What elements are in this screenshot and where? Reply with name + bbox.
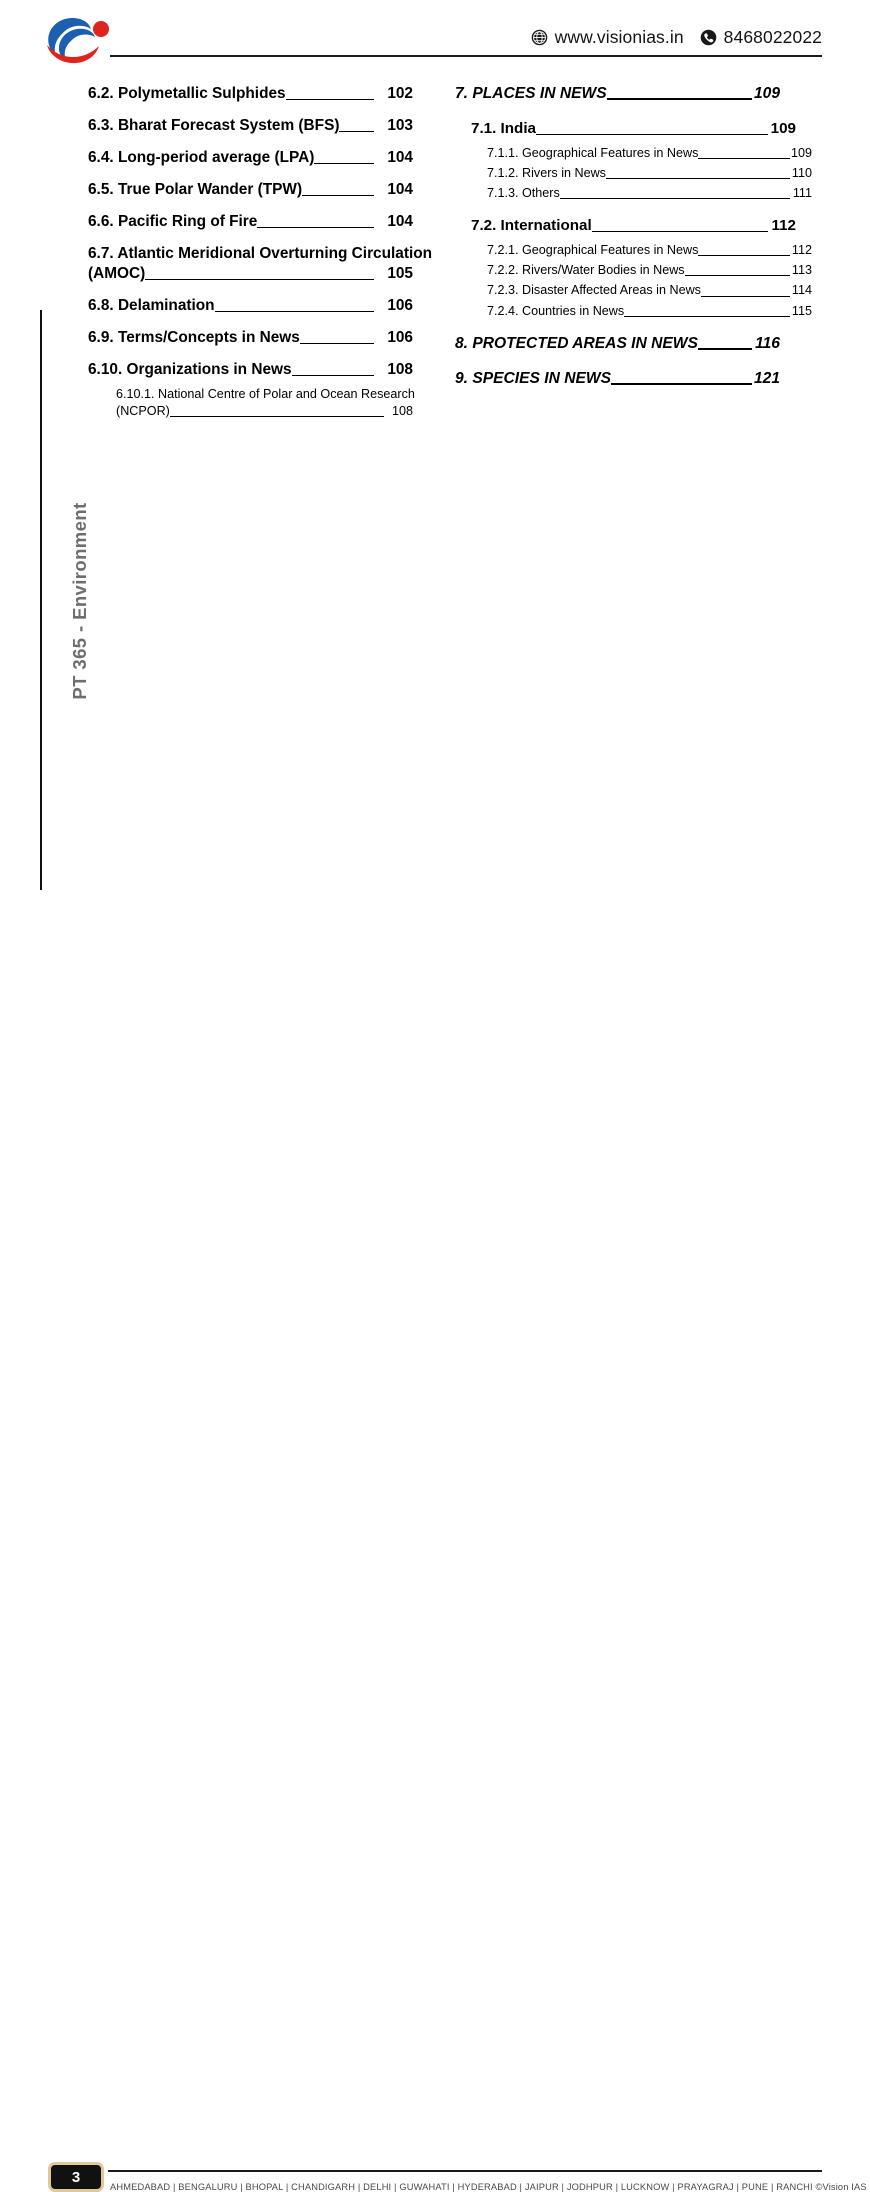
toc-leader (607, 97, 752, 100)
toc-leader (592, 230, 768, 232)
toc-page-number: 102 (387, 85, 413, 102)
page-header (0, 0, 870, 74)
sidebar-book-title: PT 365 - Environment (69, 502, 90, 700)
toc-leader (145, 278, 374, 280)
toc-entry-label: 6.5. True Polar Wander (TPW) (88, 181, 303, 199)
toc-entry[interactable] (487, 145, 812, 162)
toc-page-number: 104 (387, 149, 413, 167)
toc-leader (536, 133, 768, 135)
spacer (455, 202, 780, 216)
website-text: www.visionias.in (554, 27, 684, 47)
toc-entry-label: 6.3. Bharat Forecast System (BFS) (88, 117, 340, 135)
toc-page-number: 116 (755, 334, 780, 352)
toc-entry[interactable] (487, 185, 812, 202)
toc-leader (170, 415, 384, 417)
toc-page-number: 108 (391, 404, 413, 419)
toc-entry[interactable] (487, 262, 812, 279)
toc-entry-label: 7.2.4. Countries in News (487, 303, 625, 318)
toc-entry-label: 6.8. Delamination (88, 297, 215, 315)
toc-leader (302, 194, 374, 196)
toc-entry[interactable] (88, 180, 413, 200)
header-contact-info (531, 27, 822, 48)
toc-entry-label: 9. SPECIES IN NEWS (455, 369, 611, 387)
toc-section-heading[interactable] (455, 369, 780, 389)
toc-page-number: 110 (791, 166, 812, 181)
toc-entry-label: 6.4. Long-period average (LPA) (88, 149, 315, 167)
toc-entry-label: 6.9. Terms/Concepts in News (88, 329, 300, 347)
toc-page-number: 103 (387, 117, 413, 135)
toc-page-number: 106 (387, 329, 413, 347)
vision-ias-logo (38, 12, 116, 68)
toc-entry-label: 8. PROTECTED AREAS IN NEWS (455, 334, 698, 352)
toc-leader (698, 347, 752, 350)
page-number-badge (48, 2162, 104, 2192)
toc-page-number: 105 (387, 265, 413, 283)
toc-page-number: 113 (791, 263, 812, 278)
toc-page-number: 109 (753, 85, 780, 102)
toc-entry-label: 7. PLACES IN NEWS (455, 85, 607, 102)
toc-leader (215, 310, 374, 312)
toc-left-column (88, 84, 433, 423)
toc-page-number: 108 (387, 361, 413, 379)
toc-leader (606, 177, 790, 179)
toc-entry-label: 7.1.2. Rivers in News (487, 166, 606, 181)
toc-page-number: 111 (792, 186, 812, 201)
phone-icon (700, 29, 717, 46)
toc-leader (698, 254, 790, 256)
toc-entry-label: 6.10. Organizations in News (88, 361, 292, 379)
toc-entry-label: 7.2.3. Disaster Affected Areas in News (487, 283, 701, 298)
toc-entry[interactable] (88, 328, 413, 348)
footer-divider-rule (108, 2170, 822, 2172)
toc-entry[interactable] (88, 360, 413, 380)
toc-leader (685, 274, 790, 276)
toc-leader (339, 130, 374, 132)
toc-entry-label: 6.6. Pacific Ring of Fire (88, 213, 258, 231)
spacer (455, 320, 780, 334)
toc-entry-label: 7.2.1. Geographical Features in News (487, 243, 699, 258)
toc-entry-label-line2: (AMOC) (88, 265, 146, 283)
toc-entry-label-line1: 6.10.1. National Centre of Polar and Ocean Research (116, 387, 415, 402)
toc-section-heading[interactable] (455, 334, 780, 354)
page-footer (0, 1074, 870, 2192)
toc-entry[interactable] (471, 216, 796, 236)
toc-entry[interactable] (88, 244, 433, 284)
toc-leader (624, 315, 790, 317)
toc-entry-label-line2: (NCPOR) (116, 404, 170, 419)
toc-entry[interactable] (88, 296, 413, 316)
toc-entry[interactable] (88, 84, 413, 104)
toc-leader (701, 295, 790, 297)
toc-page-number: 112 (771, 217, 796, 235)
toc-entry-label: 7.1.1. Geographical Features in News (487, 146, 699, 161)
toc-entry[interactable] (88, 148, 413, 168)
toc-leader (314, 162, 374, 164)
toc-leader (300, 342, 374, 344)
toc-page-number: 104 (387, 213, 413, 231)
toc-leader (257, 226, 374, 228)
toc-entry[interactable] (88, 116, 413, 136)
toc-right-column (455, 84, 812, 404)
toc-leader (560, 197, 790, 199)
toc-page-number: 112 (791, 243, 812, 258)
toc-leader (611, 382, 752, 385)
website-contact[interactable] (531, 27, 684, 48)
toc-entry[interactable] (88, 212, 413, 232)
toc-page-number: 114 (791, 283, 812, 298)
toc-section-heading[interactable] (455, 84, 780, 104)
toc-entry-label: 6.2. Polymetallic Sulphides (88, 85, 286, 102)
toc-entry[interactable] (487, 282, 812, 299)
toc-entry-label: 7.1.3. Others (487, 186, 560, 201)
toc-page-number: 115 (791, 303, 812, 318)
toc-page-number: 121 (753, 369, 780, 387)
sidebar-vertical-rule (40, 310, 42, 890)
toc-page-number: 109 (770, 120, 796, 138)
toc-leader (292, 374, 374, 376)
toc-entry[interactable] (487, 303, 812, 320)
toc-entry[interactable] (116, 386, 413, 420)
page-number-text: 3 (71, 2168, 81, 2186)
toc-leader (698, 157, 790, 159)
toc-entry-label: 7.2. International (471, 217, 592, 235)
globe-icon (531, 29, 548, 46)
toc-entry-label: 7.1. India (471, 120, 536, 138)
toc-page-number: 106 (387, 297, 413, 315)
toc-page-number: 109 (790, 146, 812, 161)
toc-entry[interactable] (471, 119, 796, 139)
phone-contact[interactable] (700, 27, 822, 48)
phone-text: 8468022022 (723, 27, 822, 47)
header-divider-rule (110, 55, 822, 57)
toc-entry[interactable] (487, 242, 812, 259)
toc-page-number: 104 (387, 181, 413, 199)
toc-entry-label: 7.2.2. Rivers/Water Bodies in News (487, 263, 685, 278)
footer-city-list: AHMEDABAD | BENGALURU | BHOPAL | CHANDIGARH | DELHI | GUWAHATI | HYDERABAD | JAIPUR | JODHPUR | LUCKNOW | PRAYAGRAJ | PUNE | RANCHI ©Vision IAS (110, 2182, 867, 2192)
toc-entry[interactable] (487, 165, 812, 182)
toc-leader (286, 98, 374, 100)
toc-entry-label-line1: 6.7. Atlantic Meridional Overturning Circulation (88, 245, 433, 263)
